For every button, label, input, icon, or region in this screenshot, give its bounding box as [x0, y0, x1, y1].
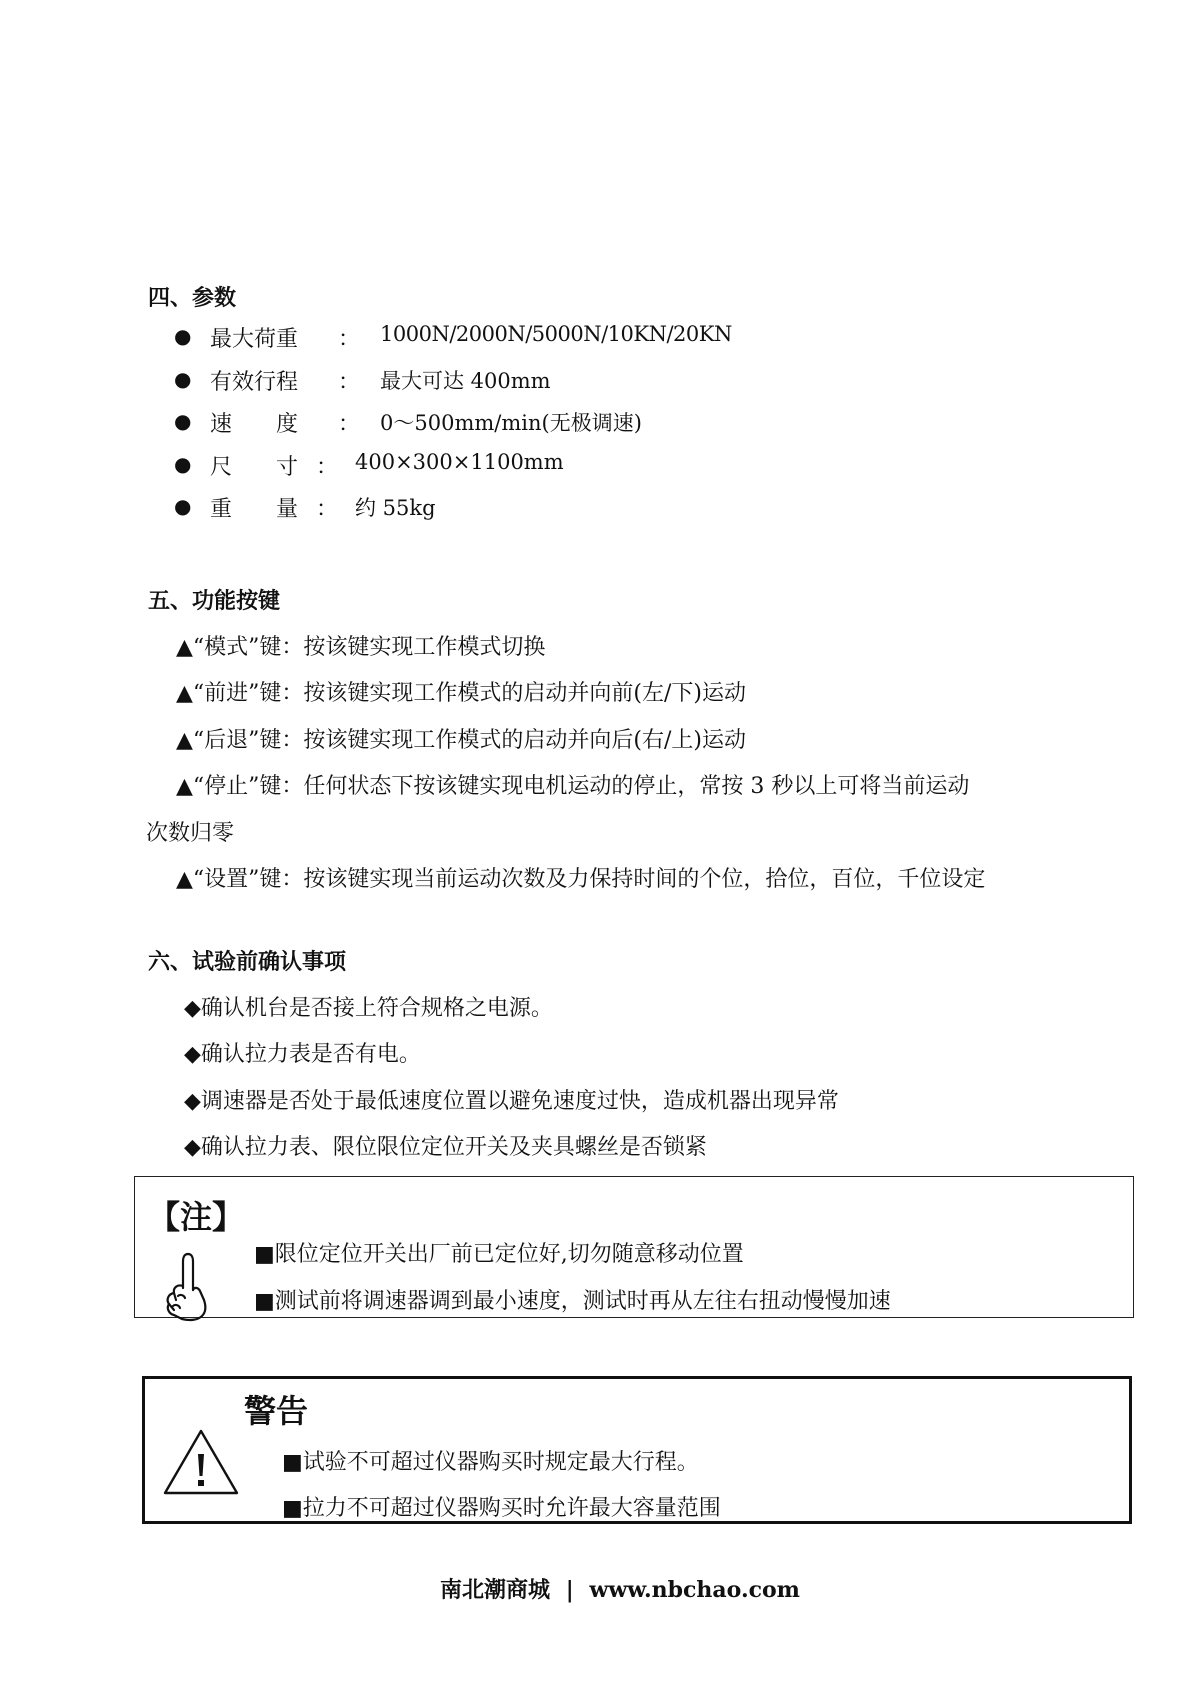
footer-url[interactable]: www.nbchao.com — [589, 1577, 800, 1603]
param-separator: ： — [316, 455, 339, 480]
params-heading: 四、参数 — [148, 285, 237, 311]
bullet-icon: ● — [174, 452, 192, 476]
param-value: 400×300×1100mm — [355, 450, 564, 474]
param-value: 约 55kg — [355, 496, 436, 520]
footer-brand: 南北潮商城 — [440, 1577, 551, 1603]
param-value: 0～500mm/min(无极调速) — [380, 411, 642, 435]
param-value: 最大可达 400mm — [380, 369, 551, 393]
footer — [440, 1573, 800, 1604]
key-item: ▲“前进”键：按该键实现工作模式的启动并向前(左/下)运动 — [176, 681, 746, 706]
key-item: ▲“设置”键：按该键实现当前运动次数及力保持时间的个位，拾位，百位，千位设定 — [176, 867, 986, 892]
warning-triangle-icon — [162, 1428, 240, 1496]
key-item: ▲“停止”键：任何状态下按该键实现电机运动的停止，常按 3 秒以上可将当前运动 — [176, 774, 970, 799]
bullet-icon: ● — [174, 367, 192, 391]
keys-heading: 五、功能按键 — [148, 588, 281, 614]
check-item: ◆确认拉力表、限位限位定位开关及夹具螺丝是否锁紧 — [184, 1135, 707, 1160]
key-item: ▲“后退”键：按该键实现工作模式的启动并向后(右/上)运动 — [176, 728, 746, 753]
check-item: ◆确认机台是否接上符合规格之电源。 — [184, 996, 553, 1021]
param-label: 尺 寸 — [210, 455, 299, 480]
bullet-icon: ● — [174, 324, 192, 348]
note-title: 【注】 — [148, 1198, 245, 1236]
pointing-hand-icon — [164, 1250, 212, 1322]
checks-heading: 六、试验前确认事项 — [148, 949, 347, 975]
param-label: 速 度 — [210, 412, 299, 437]
param-separator: ： — [338, 370, 361, 395]
footer-divider: | — [565, 1577, 574, 1603]
key-item: ▲“模式”键：按该键实现工作模式切换 — [176, 635, 546, 660]
warning-title: 警告 — [244, 1392, 309, 1430]
param-value: 1000N/2000N/5000N/10KN/20KN — [380, 322, 732, 346]
param-label: 重 量 — [210, 497, 299, 522]
param-separator: ： — [338, 327, 361, 352]
warning-item: ■试验不可超过仪器购买时规定最大行程。 — [282, 1450, 699, 1475]
check-item: ◆调速器是否处于最低速度位置以避免速度过快，造成机器出现异常 — [184, 1089, 839, 1114]
param-separator: ： — [316, 497, 339, 522]
param-label: 最大荷重 — [210, 327, 299, 352]
note-item: ■限位定位开关出厂前已定位好,切勿随意移动位置 — [254, 1242, 744, 1267]
param-separator: ： — [338, 412, 361, 437]
bullet-icon: ● — [174, 494, 192, 518]
key-item-continuation: 次数归零 — [146, 821, 235, 846]
note-item: ■测试前将调速器调到最小速度，测试时再从左往右扭动慢慢加速 — [254, 1289, 891, 1314]
warning-item: ■拉力不可超过仪器购买时允许最大容量范围 — [282, 1496, 721, 1521]
bullet-icon: ● — [174, 409, 192, 433]
param-label: 有效行程 — [210, 370, 299, 395]
check-item: ◆确认拉力表是否有电。 — [184, 1042, 421, 1067]
